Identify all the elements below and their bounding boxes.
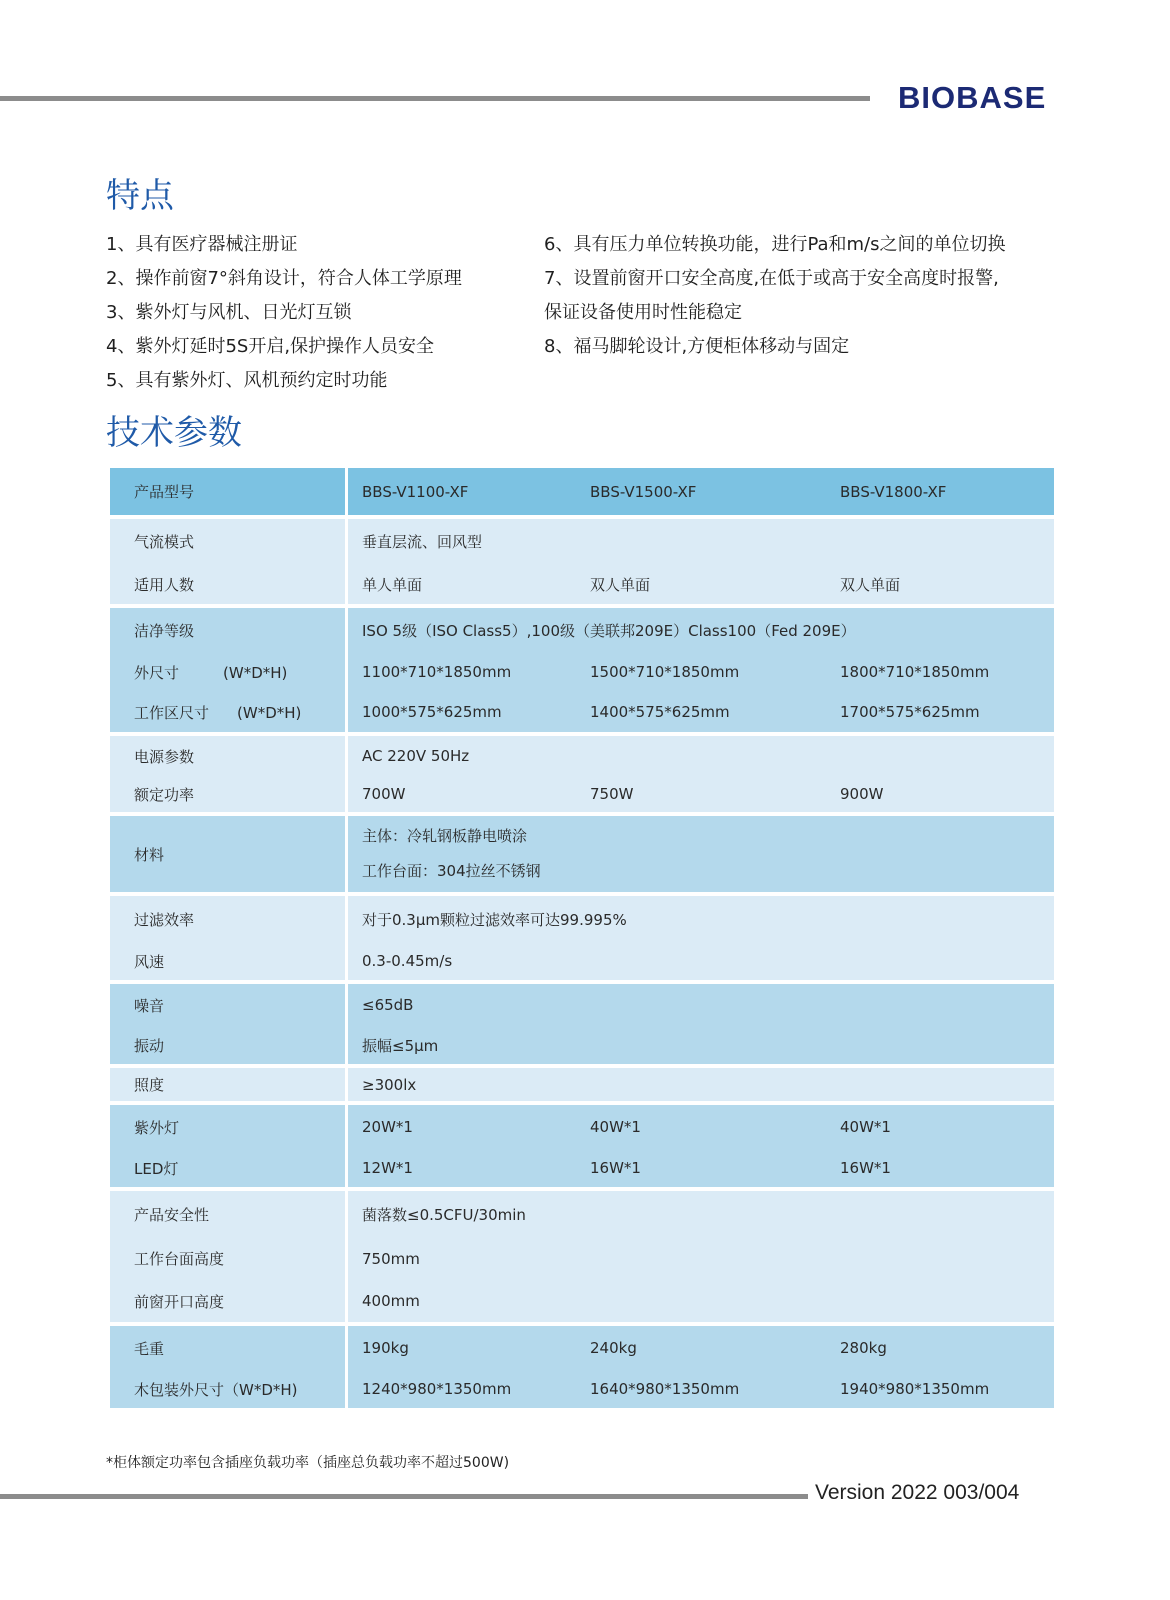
brand-logo: BIOBASE bbox=[898, 80, 1047, 115]
feature-item: 5、具有紫外灯、风机预约定时功能 bbox=[106, 370, 388, 391]
row-value: 240kg bbox=[590, 1326, 840, 1370]
row-value: 900W bbox=[840, 776, 1054, 812]
table-row bbox=[110, 1105, 1054, 1149]
row-value: 40W*1 bbox=[590, 1105, 840, 1149]
row-value: 双人单面 bbox=[590, 564, 840, 604]
table-row bbox=[110, 816, 1054, 892]
row-value: ≥300lx bbox=[348, 1068, 1054, 1101]
header-model-1: BBS-V1100-XF bbox=[348, 468, 590, 515]
table-row bbox=[110, 1280, 1054, 1322]
table-row bbox=[110, 1191, 1054, 1237]
table-row bbox=[110, 519, 1054, 564]
header-model-3: BBS-V1800-XF bbox=[840, 468, 1054, 515]
table-header-row bbox=[110, 468, 1054, 515]
table-row bbox=[110, 1326, 1054, 1370]
row-label: 振动 bbox=[110, 1026, 348, 1064]
row-label: 外尺寸 (W*D*H) bbox=[110, 652, 348, 692]
row-value: 单人单面 bbox=[348, 564, 590, 604]
row-value: 20W*1 bbox=[348, 1105, 590, 1149]
row-label: 额定功率 bbox=[110, 776, 348, 812]
row-label: 材料 bbox=[110, 816, 348, 892]
row-label: 适用人数 bbox=[110, 564, 348, 604]
table-row bbox=[110, 1026, 1054, 1064]
top-divider bbox=[0, 96, 870, 101]
row-value: 对于0.3μm颗粒过滤效率可达99.995% bbox=[348, 896, 1054, 942]
footnote: *柜体额定功率包含插座负载功率（插座总负载功率不超过500W) bbox=[106, 1455, 510, 1471]
row-value: 1940*980*1350mm bbox=[840, 1370, 1054, 1408]
feature-item: 4、紫外灯延时5S开启,保护操作人员安全 bbox=[106, 336, 435, 357]
row-value: 垂直层流、回风型 bbox=[348, 519, 1054, 564]
row-label: 工作台面高度 bbox=[110, 1237, 348, 1280]
row-label: 风速 bbox=[110, 942, 348, 980]
row-label: 产品安全性 bbox=[110, 1191, 348, 1237]
features-list-left bbox=[106, 228, 462, 398]
row-value: 16W*1 bbox=[840, 1149, 1054, 1187]
table-row bbox=[110, 984, 1054, 1026]
row-label: 电源参数 bbox=[110, 736, 348, 776]
row-label: 工作区尺寸 (W*D*H) bbox=[110, 692, 348, 732]
row-value: 双人单面 bbox=[840, 564, 1054, 604]
row-label: LED灯 bbox=[110, 1149, 348, 1187]
table-row bbox=[110, 942, 1054, 980]
table-row bbox=[110, 1370, 1054, 1408]
row-label: 噪音 bbox=[110, 984, 348, 1026]
row-value: 190kg bbox=[348, 1326, 590, 1370]
row-label: 毛重 bbox=[110, 1326, 348, 1370]
row-label: 过滤效率 bbox=[110, 896, 348, 942]
row-value: 40W*1 bbox=[840, 1105, 1054, 1149]
table-row bbox=[110, 1068, 1054, 1101]
row-value: 750W bbox=[590, 776, 840, 812]
row-value: 振幅≤5μm bbox=[348, 1026, 1054, 1064]
row-value: 1800*710*1850mm bbox=[840, 652, 1054, 692]
row-value: 1000*575*625mm bbox=[348, 692, 590, 732]
row-label: 木包装外尺寸（W*D*H) bbox=[110, 1370, 348, 1408]
header-label: 产品型号 bbox=[110, 468, 348, 515]
table-row bbox=[110, 896, 1054, 942]
row-value: 1240*980*1350mm bbox=[348, 1370, 590, 1408]
row-label: 照度 bbox=[110, 1068, 348, 1101]
row-value: ≤65dB bbox=[348, 984, 1054, 1026]
row-label: 前窗开口高度 bbox=[110, 1280, 348, 1322]
row-value: 菌落数≤0.5CFU/30min bbox=[348, 1191, 1054, 1237]
feature-item: 8、福马脚轮设计,方便柜体移动与固定 bbox=[544, 336, 850, 357]
version-label: Version 2022 003/004 bbox=[815, 1481, 1020, 1504]
row-value: 700W bbox=[348, 776, 590, 812]
row-value: 主体：冷轧钢板静电喷涂 工作台面：304拉丝不锈钢 bbox=[348, 816, 1054, 892]
row-value: 1640*980*1350mm bbox=[590, 1370, 840, 1408]
table-row bbox=[110, 608, 1054, 652]
row-value: 400mm bbox=[348, 1280, 1054, 1322]
feature-item: 2、操作前窗7°斜角设计，符合人体工学原理 bbox=[106, 268, 462, 289]
features-list-right bbox=[544, 228, 1006, 364]
table-row bbox=[110, 692, 1054, 732]
feature-item: 1、具有医疗器械注册证 bbox=[106, 234, 298, 255]
features-title: 特点 bbox=[106, 176, 174, 216]
row-value: 1500*710*1850mm bbox=[590, 652, 840, 692]
row-value: 1400*575*625mm bbox=[590, 692, 840, 732]
bottom-divider bbox=[0, 1494, 808, 1499]
row-value: 1700*575*625mm bbox=[840, 692, 1054, 732]
row-label: 气流模式 bbox=[110, 519, 348, 564]
table-row bbox=[110, 1237, 1054, 1280]
row-label: 紫外灯 bbox=[110, 1105, 348, 1149]
specs-title: 技术参数 bbox=[106, 413, 242, 453]
table-row bbox=[110, 652, 1054, 692]
feature-item: 7、设置前窗开口安全高度,在低于或高于安全高度时报警, bbox=[544, 268, 999, 289]
row-label: 洁净等级 bbox=[110, 608, 348, 652]
row-value: 750mm bbox=[348, 1237, 1054, 1280]
feature-item: 保证设备使用时性能稳定 bbox=[544, 302, 742, 323]
row-value: 16W*1 bbox=[590, 1149, 840, 1187]
table-row bbox=[110, 776, 1054, 812]
row-value: 1100*710*1850mm bbox=[348, 652, 590, 692]
row-value: ISO 5级（ISO Class5）,100级（美联邦209E）Class100（Fed 209E） bbox=[348, 608, 1054, 652]
row-value: 0.3-0.45m/s bbox=[348, 942, 1054, 980]
spec-table bbox=[110, 468, 1054, 1408]
feature-item: 3、紫外灯与风机、日光灯互锁 bbox=[106, 302, 352, 323]
header-model-2: BBS-V1500-XF bbox=[590, 468, 840, 515]
row-value: 12W*1 bbox=[348, 1149, 590, 1187]
table-row bbox=[110, 1149, 1054, 1187]
feature-item: 6、具有压力单位转换功能，进行Pa和m/s之间的单位切换 bbox=[544, 234, 1006, 255]
table-row bbox=[110, 564, 1054, 604]
row-value: AC 220V 50Hz bbox=[348, 736, 1054, 776]
row-value: 280kg bbox=[840, 1326, 1054, 1370]
table-row bbox=[110, 736, 1054, 776]
